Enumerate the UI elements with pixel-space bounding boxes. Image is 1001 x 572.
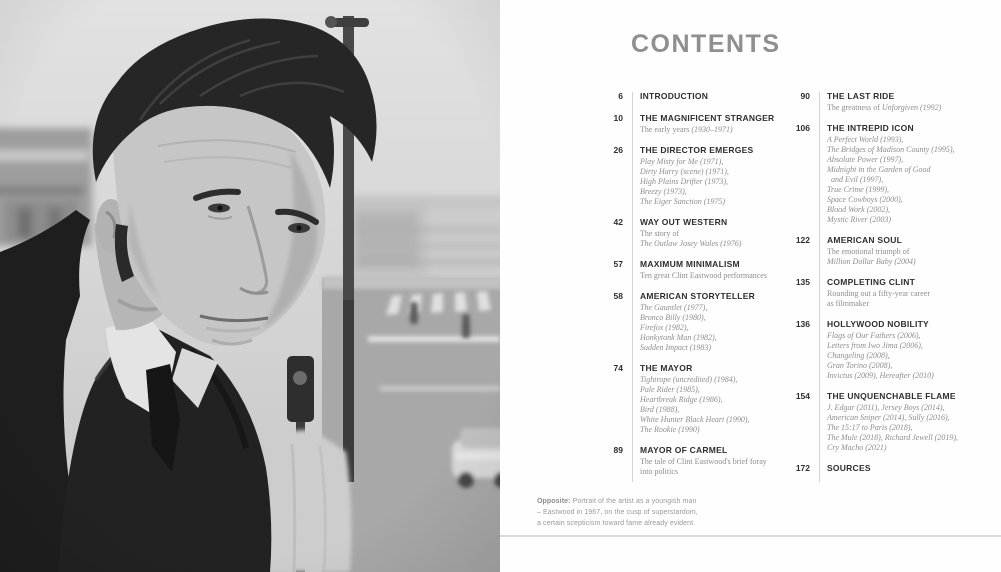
- toc-chapter-subtitle-line: [827, 185, 955, 195]
- toc-chapter-title: HOLLYWOOD NOBILITY: [827, 319, 929, 329]
- subtitle-italic-segment: The 15:17 to Paris (2018),: [827, 423, 913, 432]
- table-of-contents: [595, 90, 995, 486]
- subtitle-italic-segment: Dirty Harry (scene) (1971),: [640, 167, 729, 176]
- toc-page-number: 6: [618, 91, 623, 101]
- photo-caption-line: – Eastwood in 1967, on the cusp of superstardom,: [537, 509, 698, 516]
- subtitle-italic-segment: Absolute Power (1997),: [827, 155, 904, 164]
- toc-chapter-subtitle-line: [827, 289, 930, 299]
- toc-chapter-subtitle-line: [640, 303, 755, 313]
- toc-chapter-title: COMPLETING CLINT: [827, 277, 916, 287]
- toc-chapter-subtitle-line: [640, 467, 767, 477]
- subtitle-italic-segment: and Evil (1997),: [827, 175, 884, 184]
- subtitle-roman-segment: into politics: [640, 467, 678, 476]
- subtitle-roman-segment: Rounding out a fifty-year career: [827, 289, 931, 298]
- toc-page-number: 90: [800, 91, 810, 101]
- toc-entry-body: [640, 112, 774, 135]
- toc-column-right: [782, 90, 995, 486]
- toc-chapter-subtitle-line: [640, 157, 753, 167]
- toc-entry-body: [827, 390, 958, 453]
- toc-chapter-subtitle-line: [640, 239, 741, 249]
- toc-page-number: 106: [795, 123, 810, 133]
- toc-page-number: 42: [613, 217, 623, 227]
- subtitle-italic-segment: Space Cowboys (2000),: [827, 195, 903, 204]
- clint-eastwood-portrait-photo: [0, 0, 500, 572]
- toc-chapter-subtitle-line: [827, 299, 930, 309]
- toc-chapter-subtitle-line: [827, 155, 955, 165]
- toc-chapter-title: INTRODUCTION: [640, 91, 709, 101]
- subtitle-italic-segment: The Rookie (1990): [640, 425, 700, 434]
- toc-chapter-title: MAXIMUM MINIMALISM: [640, 259, 740, 269]
- toc-chapter-title: MAYOR OF CARMEL: [640, 445, 728, 455]
- toc-chapter-subtitle-line: [640, 197, 753, 207]
- photo-vignette: [0, 0, 500, 572]
- subtitle-italic-segment: (1930–1971): [691, 125, 733, 134]
- toc-chapter-subtitle-line: [827, 331, 934, 341]
- toc-entry-body: [827, 122, 955, 225]
- toc-page-number: 154: [795, 391, 810, 401]
- toc-chapter-subtitle-line: [640, 415, 750, 425]
- toc-entry: [595, 90, 782, 103]
- toc-chapter-subtitle-line: [827, 361, 934, 371]
- toc-chapter-subtitle-line: [827, 175, 955, 185]
- toc-page-number: 58: [613, 291, 623, 301]
- subtitle-italic-segment: The Eiger Sanction (1975): [640, 197, 726, 206]
- toc-chapter-subtitle-line: [827, 145, 955, 155]
- toc-chapter-subtitle-line: [640, 395, 750, 405]
- subtitle-italic-segment: Midnight in the Garden of Good: [827, 165, 931, 174]
- subtitle-italic-segment: Pale Rider (1985),: [640, 385, 700, 394]
- subtitle-italic-segment: Changeling (2008),: [827, 351, 890, 360]
- subtitle-italic-segment: Cry Macho (2021): [827, 443, 887, 452]
- toc-chapter-subtitle-line: [827, 371, 934, 381]
- subtitle-italic-segment: Heartbreak Ridge (1986),: [640, 395, 723, 404]
- toc-chapter-subtitle-line: [827, 403, 958, 413]
- page-title: CONTENTS: [631, 30, 781, 58]
- subtitle-italic-segment: Letters from Iwo Jima (2006),: [827, 341, 923, 350]
- toc-chapter-title: AMERICAN STORYTELLER: [640, 291, 756, 301]
- subtitle-italic-segment: The Gauntlet (1977),: [640, 303, 708, 312]
- toc-entry-body: [640, 362, 750, 435]
- subtitle-italic-segment: Gran Torino (2008),: [827, 361, 893, 370]
- toc-page-number: 74: [613, 363, 623, 373]
- subtitle-italic-segment: Mystic River (2003): [827, 215, 891, 224]
- subtitle-italic-segment: Million Dollar Baby (2004): [827, 257, 916, 266]
- subtitle-roman-segment: The tale of Clint Eastwood's brief foray: [640, 457, 767, 466]
- subtitle-italic-segment: Blood Work (2002),: [827, 205, 891, 214]
- toc-entry: [782, 462, 995, 475]
- subtitle-roman-segment: as filmmaker: [827, 299, 869, 308]
- subtitle-italic-segment: Invictus (2009), Hereafter (2010): [827, 371, 934, 380]
- toc-chapter-title: THE DIRECTOR EMERGES: [640, 145, 754, 155]
- toc-entry: [595, 144, 782, 207]
- subtitle-italic-segment: Tightrope (uncredited) (1984),: [640, 375, 738, 384]
- toc-chapter-subtitle-line: [640, 457, 767, 467]
- toc-page-number: 135: [795, 277, 810, 287]
- subtitle-roman-segment: The story of: [640, 229, 680, 238]
- toc-chapter-title: WAY OUT WESTERN: [640, 217, 728, 227]
- subtitle-roman-segment: Ten great Clint Eastwood performances: [640, 271, 767, 280]
- toc-chapter-subtitle-line: [640, 125, 774, 135]
- subtitle-italic-segment: Play Misty for Me (1971),: [640, 157, 724, 166]
- toc-entry-body: [827, 90, 941, 113]
- toc-chapter-subtitle-line: [827, 215, 955, 225]
- subtitle-italic-segment: Firefox (1982),: [640, 323, 689, 332]
- toc-entry: [782, 234, 995, 267]
- toc-entry-body: [640, 258, 767, 281]
- toc-entry: [782, 90, 995, 113]
- subtitle-italic-segment: High Plains Drifter (1973),: [640, 177, 728, 186]
- toc-entry-body: [827, 276, 930, 309]
- toc-chapter-subtitle-line: [827, 205, 955, 215]
- toc-chapter-subtitle-line: [827, 413, 958, 423]
- toc-chapter-title: AMERICAN SOUL: [827, 235, 903, 245]
- toc-page-number: 172: [795, 463, 810, 473]
- photo-caption-label: Opposite:: [537, 498, 571, 505]
- contents-page: [500, 0, 1001, 572]
- toc-chapter-subtitle-line: [827, 423, 958, 433]
- toc-chapter-subtitle-line: [640, 405, 750, 415]
- toc-chapter-title: THE MAGNIFICENT STRANGER: [640, 113, 775, 123]
- toc-entry-body: [640, 90, 708, 103]
- toc-column-left: [595, 90, 782, 486]
- toc-chapter-subtitle-line: [640, 343, 755, 353]
- toc-chapter-subtitle-line: [827, 443, 958, 453]
- subtitle-italic-segment: The Mule (2018), Richard Jewell (2019),: [827, 433, 959, 442]
- toc-chapter-subtitle-line: [827, 257, 916, 267]
- subtitle-italic-segment: True Crime (1999),: [827, 185, 889, 194]
- photo-caption: [537, 496, 767, 529]
- toc-chapter-subtitle-line: [827, 351, 934, 361]
- subtitle-italic-segment: The Outlaw Josey Wales (1976): [640, 239, 742, 248]
- toc-chapter-subtitle-line: [827, 135, 955, 145]
- toc-entry: [595, 112, 782, 135]
- toc-entry: [782, 122, 995, 225]
- toc-page-number: 26: [613, 145, 623, 155]
- toc-chapter-subtitle-line: [827, 247, 916, 257]
- toc-chapter-title: THE LAST RIDE: [827, 91, 895, 101]
- subtitle-italic-segment: Honkytonk Man (1982),: [640, 333, 717, 342]
- toc-entry-body: [640, 290, 755, 353]
- subtitle-italic-segment: Bird (1988),: [640, 405, 680, 414]
- toc-entry-body: [827, 462, 871, 475]
- toc-chapter-subtitle-line: [827, 103, 941, 113]
- toc-chapter-subtitle-line: [640, 271, 767, 281]
- toc-chapter-title: THE INTREPID ICON: [827, 123, 914, 133]
- toc-entry-body: [640, 444, 767, 477]
- toc-chapter-subtitle-line: [640, 385, 750, 395]
- toc-entry-body: [827, 234, 916, 267]
- toc-page-number: 10: [613, 113, 623, 123]
- page-bottom-edge: [500, 535, 1001, 537]
- toc-chapter-subtitle-line: [640, 229, 741, 239]
- toc-chapter-subtitle-line: [640, 323, 755, 333]
- toc-page-number: 122: [795, 235, 810, 245]
- subtitle-roman-segment: The emotional triumph of: [827, 247, 910, 256]
- subtitle-italic-segment: Bronco Billy (1980),: [640, 313, 706, 322]
- toc-chapter-title: THE MAYOR: [640, 363, 693, 373]
- toc-entry: [595, 290, 782, 353]
- toc-entry: [595, 362, 782, 435]
- toc-page-number: 57: [613, 259, 623, 269]
- subtitle-italic-segment: J. Edgar (2011), Jersey Boys (2014),: [827, 403, 945, 412]
- toc-entry: [595, 444, 782, 477]
- toc-chapter-subtitle-line: [827, 165, 955, 175]
- toc-entry: [782, 276, 995, 309]
- toc-chapter-subtitle-line: [640, 425, 750, 435]
- toc-chapter-subtitle-line: [640, 333, 755, 343]
- toc-chapter-subtitle-line: [827, 195, 955, 205]
- toc-chapter-subtitle-line: [640, 177, 753, 187]
- photo-caption-line: Opposite: Portrait of the artist as a youngish man: [537, 498, 697, 505]
- photo-page: [0, 0, 500, 572]
- toc-chapter-title: THE UNQUENCHABLE FLAME: [827, 391, 956, 401]
- subtitle-italic-segment: Unforgiven (1992): [881, 103, 942, 112]
- toc-entry: [782, 318, 995, 381]
- toc-entry-body: [640, 144, 753, 207]
- subtitle-italic-segment: Sudden Impact (1983): [640, 343, 712, 352]
- toc-entry-body: [827, 318, 934, 381]
- toc-entry: [595, 216, 782, 249]
- toc-chapter-subtitle-line: [640, 375, 750, 385]
- toc-chapter-subtitle-line: [640, 187, 753, 197]
- subtitle-italic-segment: Flags of Our Fathers (2006),: [827, 331, 921, 340]
- toc-chapter-title: SOURCES: [827, 463, 871, 473]
- subtitle-italic-segment: The Bridges of Madison County (1995),: [827, 145, 955, 154]
- toc-entry: [782, 390, 995, 453]
- toc-chapter-subtitle-line: [827, 433, 958, 443]
- subtitle-roman-segment: The early years: [640, 125, 692, 134]
- subtitle-italic-segment: American Sniper (2014), Sully (2016),: [827, 413, 950, 422]
- subtitle-italic-segment: Breezy (1973),: [640, 187, 687, 196]
- toc-entry-body: [640, 216, 741, 249]
- toc-chapter-subtitle-line: [640, 313, 755, 323]
- photo-caption-line: a certain scepticism toward fame already evident.: [537, 520, 696, 527]
- toc-page-number: 89: [613, 445, 623, 455]
- toc-chapter-subtitle-line: [640, 167, 753, 177]
- toc-entry: [595, 258, 782, 281]
- subtitle-italic-segment: White Hunter Black Heart (1990),: [640, 415, 750, 424]
- subtitle-italic-segment: A Perfect World (1993),: [827, 135, 904, 144]
- toc-page-number: 136: [795, 319, 810, 329]
- toc-chapter-subtitle-line: [827, 341, 934, 351]
- subtitle-roman-segment: The greatness of: [827, 103, 882, 112]
